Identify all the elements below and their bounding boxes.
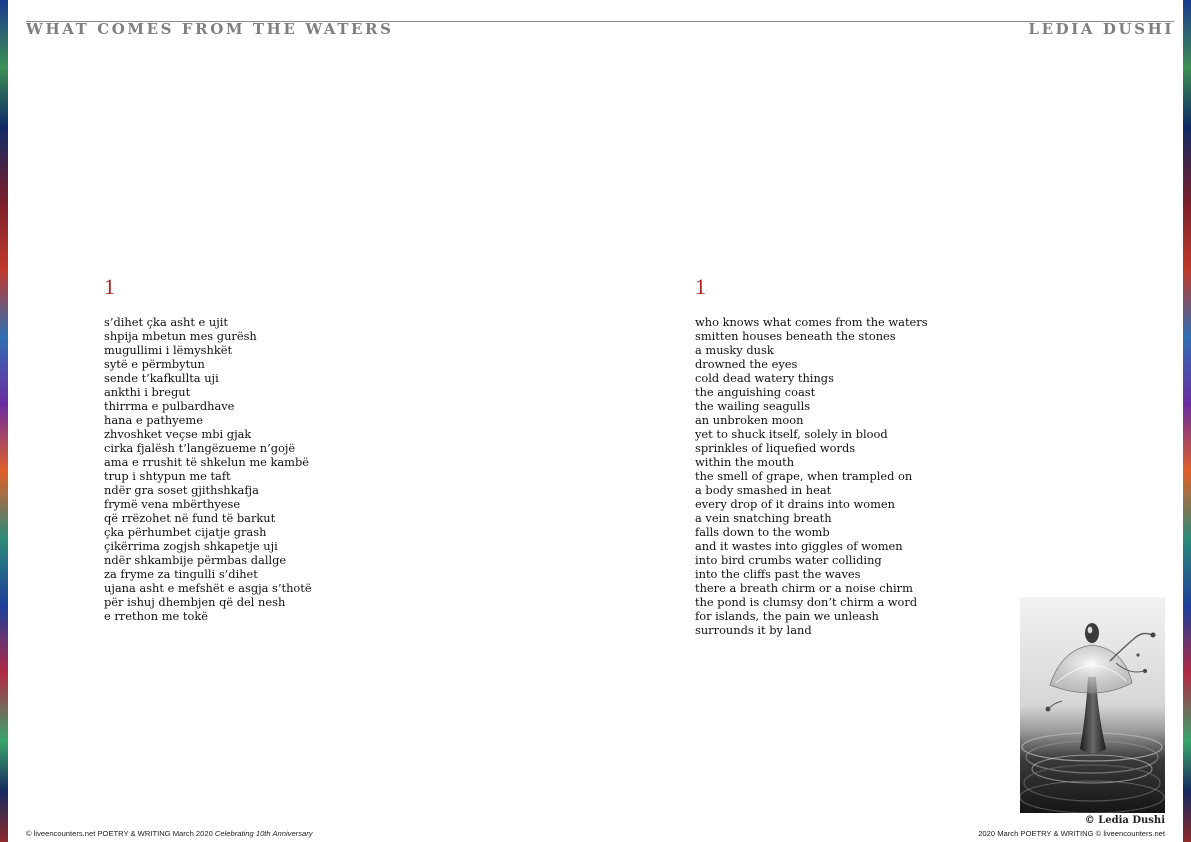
poem-line: trup i shtypun me taft [104,469,231,483]
poem-line: frymë vena mbërthyese [104,497,241,511]
poem-line: ama e rrushit të shkelun me kambë [104,455,310,469]
poem-line: into the cliffs past the waves [695,567,861,581]
footer-anniversary: Celebrating 10th Anniversary [214,829,313,838]
poem-line: sytë e përmbytun [104,357,205,371]
poem-line: smitten houses beneath the stones [695,329,896,343]
poem-line: s’dihet çka asht e ujit [104,315,228,329]
poem-line: into bird crumbs water colliding [695,553,882,567]
poem-line: hana e pathyeme [104,413,203,427]
poem-line: ndër shkambije përmbas dallge [104,553,287,567]
poem-line: shpija mbetun mes gurësh [104,329,257,343]
poem-line: the wailing seagulls [695,399,811,413]
poem-line: thirrma e pulbardhave [104,399,235,413]
poem-line: ndër gra soset gjithshkafja [104,483,259,497]
poem-line: çka përhumbet cijatje grash [104,525,267,539]
poem-line: mugullimi i lëmyshkët [104,343,233,357]
poem-line: there a breath chirm or a noise chirm [695,581,913,595]
magazine-page [8,0,1183,842]
poem-line: falls down to the womb [695,525,830,539]
poem-line: cirka fjalësh t’langëzueme n’gojë [104,441,296,455]
poem-line: për ishuj dhembjen që del nesh [104,595,286,609]
poem-line: a musky dusk [695,343,774,357]
poem-line: within the mouth [695,455,795,469]
poem-line: zhvoshket veçse mbi gjak [104,427,252,441]
poem-line: drowned the eyes [695,357,798,371]
poem-line: ankthi i bregut [104,385,191,399]
author-name: LEDIA DUSHI [1028,20,1174,38]
poem-line: the smell of grape, when trampled on [695,469,913,483]
footer-publication: © liveencounters.net POETRY & WRITING March 2020 [26,829,215,838]
water-drop-splash-icon [1020,597,1165,813]
photo-credit: © Ledia Dushi [1084,815,1165,826]
poem-line: që rrëzohet në fund të barkut [104,511,276,525]
poem-number: 1 [104,274,115,299]
poem-line: an unbroken moon [695,413,804,427]
poem-line: ujana asht e mefshët e asgja s’thotë [104,581,312,595]
section-title: WHAT COMES FROM THE WATERS [26,20,394,38]
footer-right: 2020 March POETRY & WRITING © liveencounters.net [978,829,1165,838]
footer-left [26,829,313,838]
water-drop-photo [1020,597,1165,813]
poem-line: za fryme za tingulli s’dihet [104,567,258,581]
poem-line: a body smashed in heat [695,483,832,497]
poem-line: yet to shuck itself, solely in blood [695,427,888,441]
poem-line: çikërrima zogjsh shkapetje uji [104,539,278,553]
poem-line: cold dead watery things [695,371,834,385]
poem-line: a vein snatching breath [695,511,832,525]
english-poem [695,274,928,637]
poem-line: who knows what comes from the waters [695,315,928,329]
poem-line: surrounds it by land [695,623,812,637]
poem-line: and it wastes into giggles of women [695,539,903,553]
poem-line: the pond is clumsy don’t chirm a word [695,595,918,609]
poem-lines [695,315,928,637]
poem-lines [104,315,312,623]
poem-line: every drop of it drains into women [695,497,895,511]
poem-line: sende t’kafkullta uji [104,371,219,385]
poem-line: for islands, the pain we unleash [695,609,879,623]
poem-line: sprinkles of liquefied words [695,441,856,455]
poem-line: e rrethon me tokë [104,609,208,623]
poem-line: the anguishing coast [695,385,816,399]
poem-number: 1 [695,274,706,299]
albanian-poem [104,274,312,623]
